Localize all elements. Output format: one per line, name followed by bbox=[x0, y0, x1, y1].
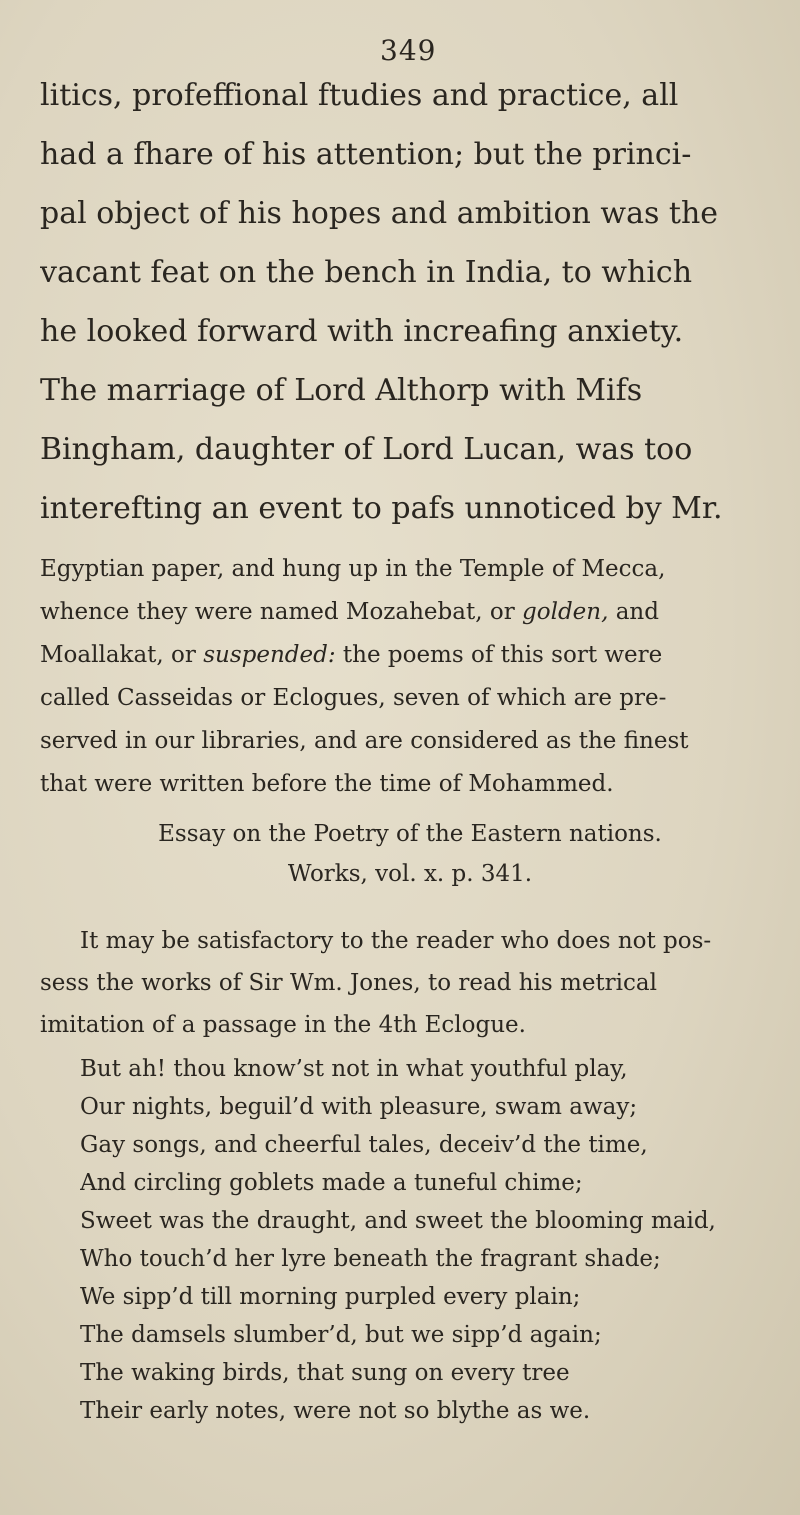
main-text-line: vacant feat on the bench in India, to which bbox=[40, 255, 693, 290]
remark-line: imitation of a passage in the 4th Eclogue. bbox=[40, 1012, 526, 1038]
remark-line: It may be satisfactory to the reader who does not pos- bbox=[80, 928, 712, 954]
footnote-block bbox=[40, 548, 780, 887]
main-text-line: litics, profeffional ftudies and practice, all bbox=[40, 78, 679, 113]
editorial-remark bbox=[40, 920, 780, 1046]
poem-line: Who touch’d her lyre beneath the fragrant shade; bbox=[80, 1246, 661, 1272]
poem-line: The waking birds, that sung on every tree bbox=[80, 1360, 570, 1386]
citation-reference: Works, vol. x. p. 341. bbox=[287, 861, 533, 887]
footnote-citation bbox=[40, 814, 780, 894]
page-number: 349 bbox=[380, 34, 437, 67]
footnote-line: Egyptian paper, and hung up in the Temple of Mecca, bbox=[40, 556, 666, 582]
main-text-line: pal object of his hopes and ambition was the bbox=[40, 196, 719, 231]
poem-line: Gay songs, and cheerful tales, deceiv’d the time, bbox=[80, 1132, 648, 1158]
poem-line: But ah! thou know’st not in what youthful play, bbox=[80, 1056, 628, 1082]
poem-block bbox=[80, 1050, 780, 1430]
main-text-line: he looked forward with increafing anxiety. bbox=[40, 314, 684, 349]
footnote-line: Moallakat, or suspended: the poems of this sort were bbox=[40, 642, 663, 668]
main-text-line: Bingham, daughter of Lord Lucan, was too bbox=[40, 432, 693, 467]
main-text-block bbox=[40, 66, 780, 538]
poem-line: Sweet was the draught, and sweet the blooming maid, bbox=[80, 1208, 716, 1234]
poem-line: And circling goblets made a tuneful chime; bbox=[80, 1170, 583, 1196]
poem-line: We sipp’d till morning purpled every plain; bbox=[80, 1284, 581, 1310]
remark-line: sess the works of Sir Wm. Jones, to read his metrical bbox=[40, 970, 657, 996]
poem-line: Their early notes, were not so blythe as we. bbox=[80, 1398, 591, 1424]
main-text-line: The marriage of Lord Althorp with Mifs bbox=[40, 373, 643, 408]
poem-line: Our nights, beguil’d with pleasure, swam away; bbox=[80, 1094, 638, 1120]
footnote-line: that were written before the time of Mohammed. bbox=[40, 771, 614, 797]
main-text-line: interefting an event to pafs unnoticed by Mr. bbox=[40, 491, 723, 526]
footnote-line: served in our libraries, and are considered as the finest bbox=[40, 728, 689, 754]
poem-line: The damsels slumber’d, but we sipp’d again; bbox=[80, 1322, 602, 1348]
main-text-line: had a fhare of his attention; but the princi- bbox=[40, 137, 692, 172]
footnote-line: called Casseidas or Eclogues, seven of which are pre- bbox=[40, 685, 667, 711]
citation-title: Essay on the Poetry of the Eastern nations. bbox=[158, 821, 662, 847]
footnote-line: whence they were named Mozahebat, or golden, and bbox=[40, 599, 659, 625]
